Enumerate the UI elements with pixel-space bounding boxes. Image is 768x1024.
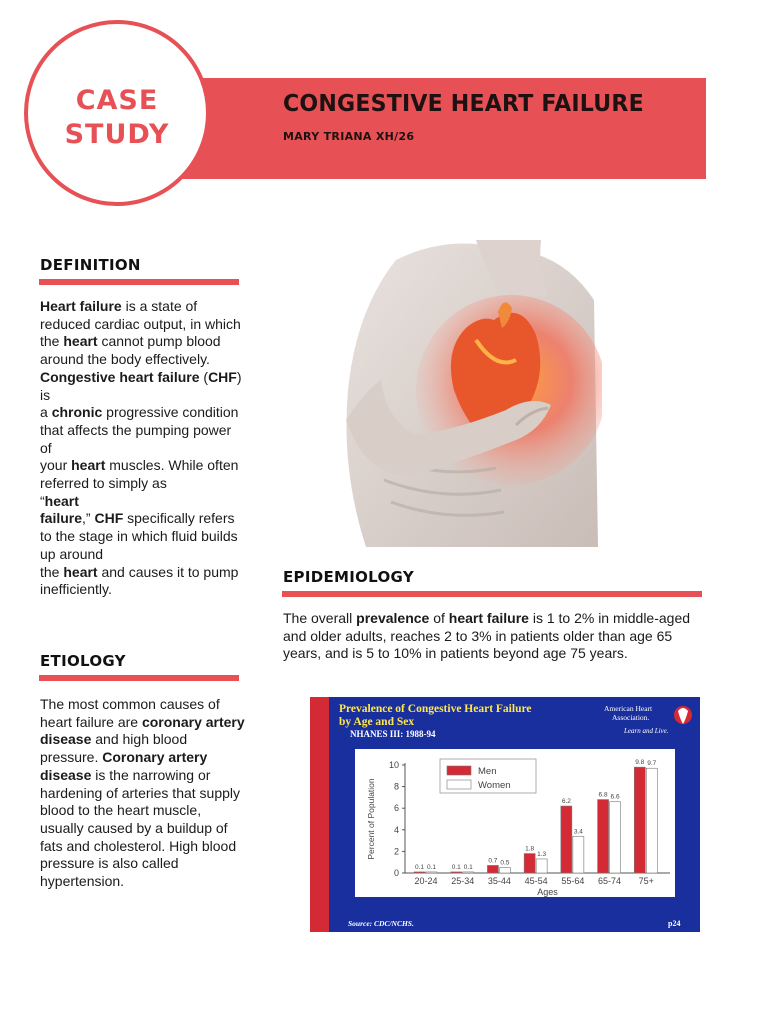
x-tick-label: 65-74 (598, 876, 622, 886)
y-tick-label: 8 (393, 781, 399, 792)
bar-men (451, 872, 462, 873)
bar-value-label: 1.8 (525, 845, 535, 853)
chart-subtitle: NHANES III: 1988-94 (350, 729, 436, 739)
bar-value-label: 6.2 (561, 798, 571, 806)
legend-label-women: Women (478, 780, 511, 791)
etiology-text: The most common causes of heart failure are coronary artery disease and high blood pressure. Coronary artery disease is the narrowing or hardening of arteries that supply blood to the heart muscle, usually caused by a buildup of fats and cholesterol. High blood pressure is also called hypertension. (40, 696, 245, 890)
x-tick-label: 45-54 (524, 876, 548, 886)
epidemiology-text: The overall prevalence of heart failure is 1 to 2% in middle-aged and older adults, reaches 2 to 3% in patients older than age 65 years, and is 5 to 10% in patients beyond age 75 years. (283, 610, 691, 662)
x-tick-label: 55-64 (561, 876, 585, 886)
bar-women (646, 768, 657, 873)
bar-value-label: 0.1 (463, 863, 473, 871)
bar-women (499, 868, 510, 873)
chart-source: Source: CDC/NCHS. (348, 919, 414, 928)
logo-line-1: American Heart (604, 704, 653, 713)
bar-women (463, 872, 474, 873)
x-tick-label: 75+ (638, 876, 654, 886)
prevalence-chart (310, 697, 700, 932)
bar-men (598, 800, 609, 873)
chart-title-line2: by Age and Sex (339, 716, 415, 728)
legend-swatch-women (447, 780, 471, 789)
bar-value-label: 0.1 (451, 863, 461, 871)
y-tick-label: 6 (393, 803, 399, 814)
bar-men (561, 806, 572, 873)
etiology-heading: ETIOLOGY (40, 652, 126, 670)
y-tick-label: 2 (393, 846, 399, 857)
x-tick-label: 25-34 (451, 876, 475, 886)
y-tick-label: 4 (393, 824, 399, 835)
bar-value-label: 3.4 (573, 828, 583, 836)
chart-title-line1: Prevalence of Congestive Heart Failure (339, 703, 532, 715)
logo-tagline: Learn and Live. (624, 727, 669, 735)
bar-women (426, 872, 437, 873)
y-tick-label: 10 (388, 760, 399, 770)
bar-value-label: 6.8 (598, 791, 608, 799)
bar-value-label: 0.7 (488, 857, 498, 865)
bar-women (573, 836, 584, 873)
bar-value-label: 1.3 (537, 850, 547, 858)
badge-line-1: CASE (75, 85, 159, 116)
definition-heading: DEFINITION (40, 256, 141, 274)
bar-men (524, 854, 535, 873)
chart-red-stripe (310, 697, 329, 932)
badge-line-2: STUDY (64, 119, 170, 150)
chest-heart-illustration (326, 240, 602, 547)
badge-text (28, 84, 206, 152)
bar-value-label: 9.7 (647, 760, 657, 768)
bar-women (536, 859, 547, 873)
page-subtitle: MARY TRIANA XH/26 (283, 130, 415, 143)
chart-page-label: p24 (668, 919, 681, 928)
epidemiology-rule (282, 591, 702, 597)
logo-line-2: Association. (612, 713, 650, 722)
bar-value-label: 0.1 (426, 863, 437, 871)
bar-value-label: 9.8 (635, 759, 645, 767)
definition-text: Heart failure is a state of reduced cardiac output, in which the heart cannot pump blood around the body effectively. Congestive heart failure (CHF) is a chronic progressive condition that affects the pumping power of your heart muscles. While often referred to simply as “heart failure,” CHF specifically refers to the stage in which fluid builds up around the heart and causes it to pump inefficiently. (40, 298, 242, 598)
definition-rule (39, 279, 239, 285)
bar-value-label: 6.6 (610, 793, 620, 801)
etiology-rule (39, 675, 239, 681)
y-tick-label: 0 (393, 868, 399, 878)
bar-value-label: 0.1 (414, 863, 425, 871)
bar-men (487, 865, 498, 873)
x-tick-label: 20-24 (414, 876, 438, 886)
page-title: CONGESTIVE HEART FAILURE (283, 91, 644, 117)
case-study-badge (24, 20, 210, 206)
bar-value-label: 0.5 (500, 859, 510, 867)
legend-label-men: Men (478, 766, 497, 777)
bar-men (634, 767, 645, 873)
bar-men (414, 872, 425, 873)
x-tick-label: 35-44 (487, 876, 511, 886)
bar-women (610, 802, 621, 873)
legend-swatch-men (447, 766, 471, 775)
x-axis-label: Ages (537, 887, 558, 897)
epidemiology-heading: EPIDEMIOLOGY (283, 568, 414, 586)
aha-logo-icon (674, 706, 692, 724)
y-axis-label: Percent of Population (366, 778, 376, 860)
